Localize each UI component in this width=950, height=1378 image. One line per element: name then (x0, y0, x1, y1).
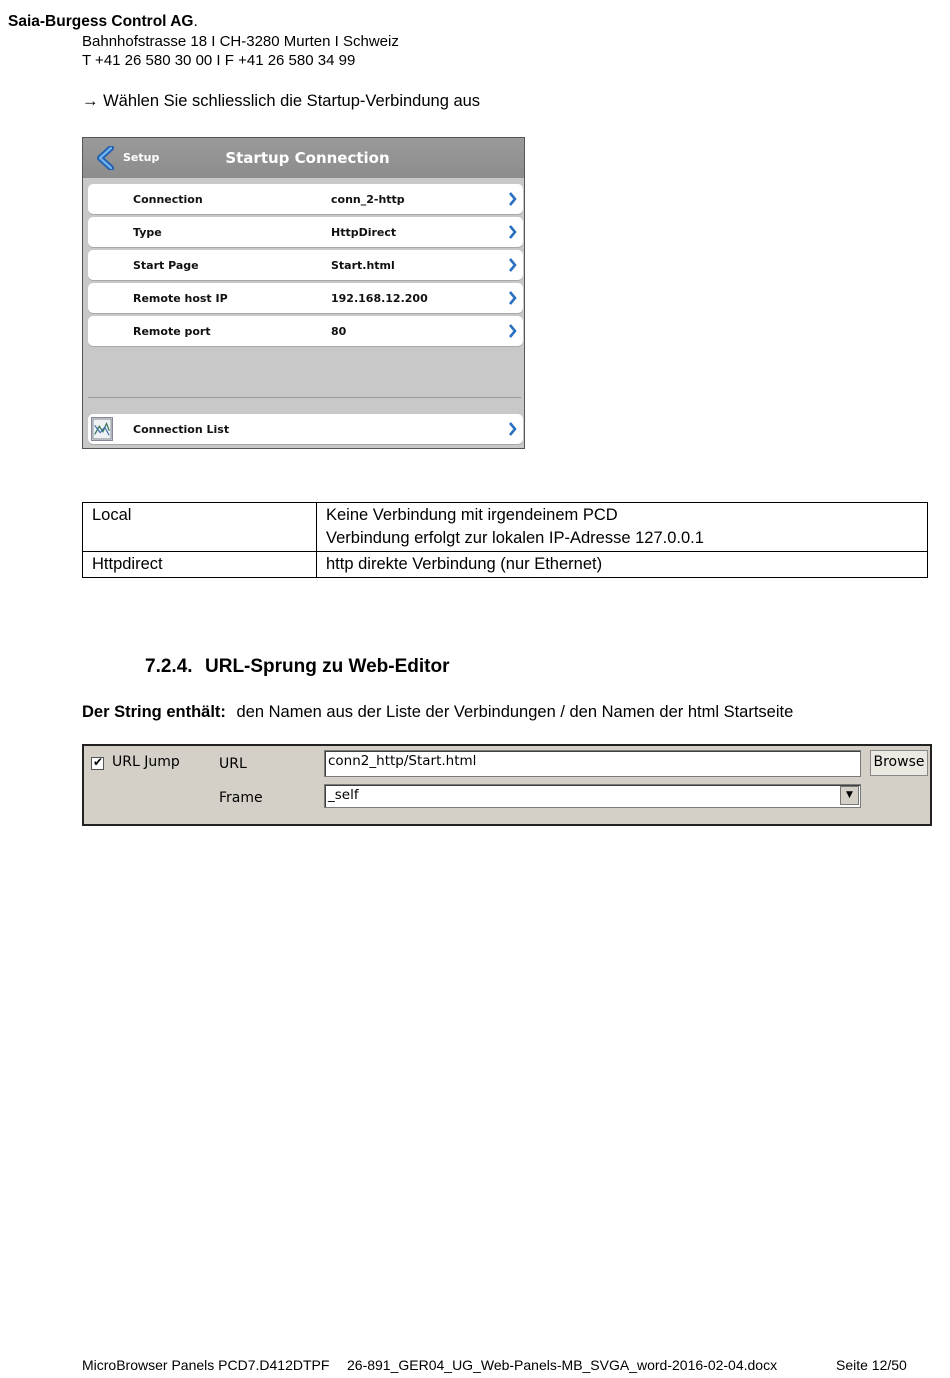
frame-select[interactable] (324, 784, 861, 808)
table-cell-line: Keine Verbindung mit irgendeinem PCD (326, 506, 618, 524)
setting-row-type[interactable] (88, 217, 523, 247)
chevron-right-icon (508, 324, 517, 338)
setting-row-remote-host-ip[interactable] (88, 283, 523, 313)
section-heading (145, 656, 450, 678)
setting-row-start-page[interactable] (88, 250, 523, 280)
table-cell (317, 503, 928, 552)
table-cell: Local (83, 503, 317, 552)
company-name: Saia-Burgess Control AG. (8, 13, 198, 30)
table-cell-line: Verbindung erfolgt zur lokalen IP-Adresse 127.0.0.1 (326, 529, 704, 547)
string-label: Der String enthält: (82, 703, 226, 721)
back-button-label[interactable]: Setup (123, 151, 160, 164)
chevron-right-icon (508, 225, 517, 239)
instruction-text: Wählen Sie schliesslich die Startup-Verbindung aus (103, 92, 481, 110)
setting-label: Remote port (133, 325, 211, 338)
instruction (82, 92, 480, 111)
company-phone: T +41 26 580 30 00 I F +41 26 580 34 99 (82, 52, 356, 69)
setting-row-connection[interactable] (88, 184, 523, 214)
browse-button[interactable]: Browse (870, 750, 928, 776)
arrow-icon: → (82, 92, 99, 110)
footer-page-number: Seite 12/50 (836, 1357, 907, 1373)
checkmark-icon: ✔ (93, 755, 104, 769)
setting-value: 80 (331, 325, 347, 338)
chevron-right-icon (508, 192, 517, 206)
company-address: Bahnhofstrasse 18 I CH-3280 Murten I Schweiz (82, 33, 399, 50)
setting-value: 192.168.12.200 (331, 292, 428, 305)
url-label: URL (219, 756, 247, 772)
url-input[interactable]: conn2_http/Start.html (324, 750, 861, 777)
startup-connection-screen (82, 137, 525, 449)
divider (88, 397, 521, 398)
chevron-right-icon (508, 291, 517, 305)
setting-label: Remote host IP (133, 292, 228, 305)
chevron-right-icon (508, 258, 517, 272)
url-jump-label: URL Jump (112, 754, 180, 770)
url-jump-checkbox[interactable] (91, 757, 104, 770)
footer-product: MicroBrowser Panels PCD7.D412DTPF (82, 1357, 330, 1373)
connection-list-row[interactable] (88, 414, 523, 444)
setting-label: Start Page (133, 259, 199, 272)
setting-label: Type (133, 226, 162, 239)
dropdown-arrow-icon[interactable]: ▼ (840, 786, 859, 805)
section-number: 7.2.4. (145, 656, 193, 677)
screen-header (83, 138, 524, 178)
setting-value: Start.html (331, 259, 395, 272)
frame-label: Frame (219, 790, 263, 806)
screen-title: Startup Connection (225, 149, 390, 167)
connection-type-table (82, 502, 928, 578)
setting-value: HttpDirect (331, 226, 397, 239)
setting-value: conn_2-http (331, 193, 405, 206)
setting-row-remote-port[interactable] (88, 316, 523, 346)
chevron-right-icon (508, 422, 517, 436)
table-row (83, 503, 928, 552)
frame-select-value: _self (328, 787, 359, 803)
table-cell: http direkte Verbindung (nur Ethernet) (317, 552, 928, 578)
connection-list-label: Connection List (133, 423, 230, 436)
string-description (82, 703, 793, 722)
connection-list-icon (91, 417, 113, 441)
table-cell: Httpdirect (83, 552, 317, 578)
section-title: URL-Sprung zu Web-Editor (205, 656, 450, 677)
url-jump-editor (82, 744, 932, 826)
string-text: den Namen aus der Liste der Verbindungen / den Namen der html Startseite (236, 703, 794, 721)
footer-document: 26-891_GER04_UG_Web-Panels-MB_SVGA_word-2016-02-04.docx (347, 1357, 778, 1373)
table-row (83, 552, 928, 578)
setting-label: Connection (133, 193, 203, 206)
